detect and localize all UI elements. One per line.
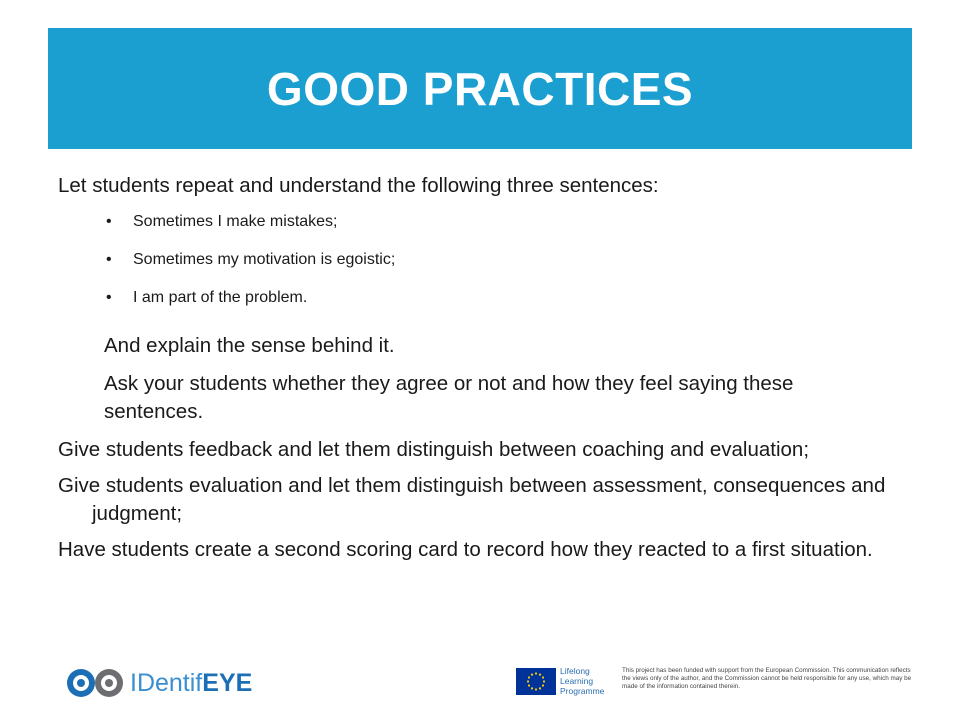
sub-paragraph: Ask your students whether they agree or not and how they feel saying these sentences. [104, 372, 794, 423]
paragraph: Give students feedback and let them distinguish between coaching and evaluation; [58, 438, 810, 461]
bullet-icon: • [106, 213, 112, 230]
list-item: • Sometimes I make mistakes; [106, 210, 888, 248]
sub-paragraph: And explain the sense behind it. [104, 334, 395, 357]
bullet-icon: • [106, 251, 112, 268]
eyes-icon [66, 666, 124, 700]
list-item: • Sometimes my motivation is egoistic; [106, 248, 888, 286]
disclaimer-text: This project has been funded with support from the European Commission. This communication reflects the views only of the author, and the Commission cannot be held responsible for any use, which may be made of the information contained therein. [622, 667, 912, 690]
paragraph: Have students create a second scoring card to record how they reacted to a first situation. [58, 538, 873, 561]
slide-title: GOOD PRACTICES [266, 62, 694, 115]
identifeye-logo [66, 666, 252, 700]
slide-body [58, 172, 888, 564]
sentence-list [106, 210, 888, 324]
logo-text-bold: EYE [202, 668, 253, 697]
llp-label: Lifelong Learning Programme [560, 666, 605, 696]
list-item: • I am part of the problem. [106, 286, 888, 324]
bullet-icon: • [106, 289, 112, 306]
intro-text: Let students repeat and understand the following three sentences: [58, 174, 659, 197]
eu-flag-icon [516, 668, 556, 695]
logo-text: IDentif [130, 668, 203, 697]
paragraph: Give students evaluation and let them distinguish between assessment, consequences and judgment; [58, 474, 886, 525]
title-banner [48, 28, 912, 149]
